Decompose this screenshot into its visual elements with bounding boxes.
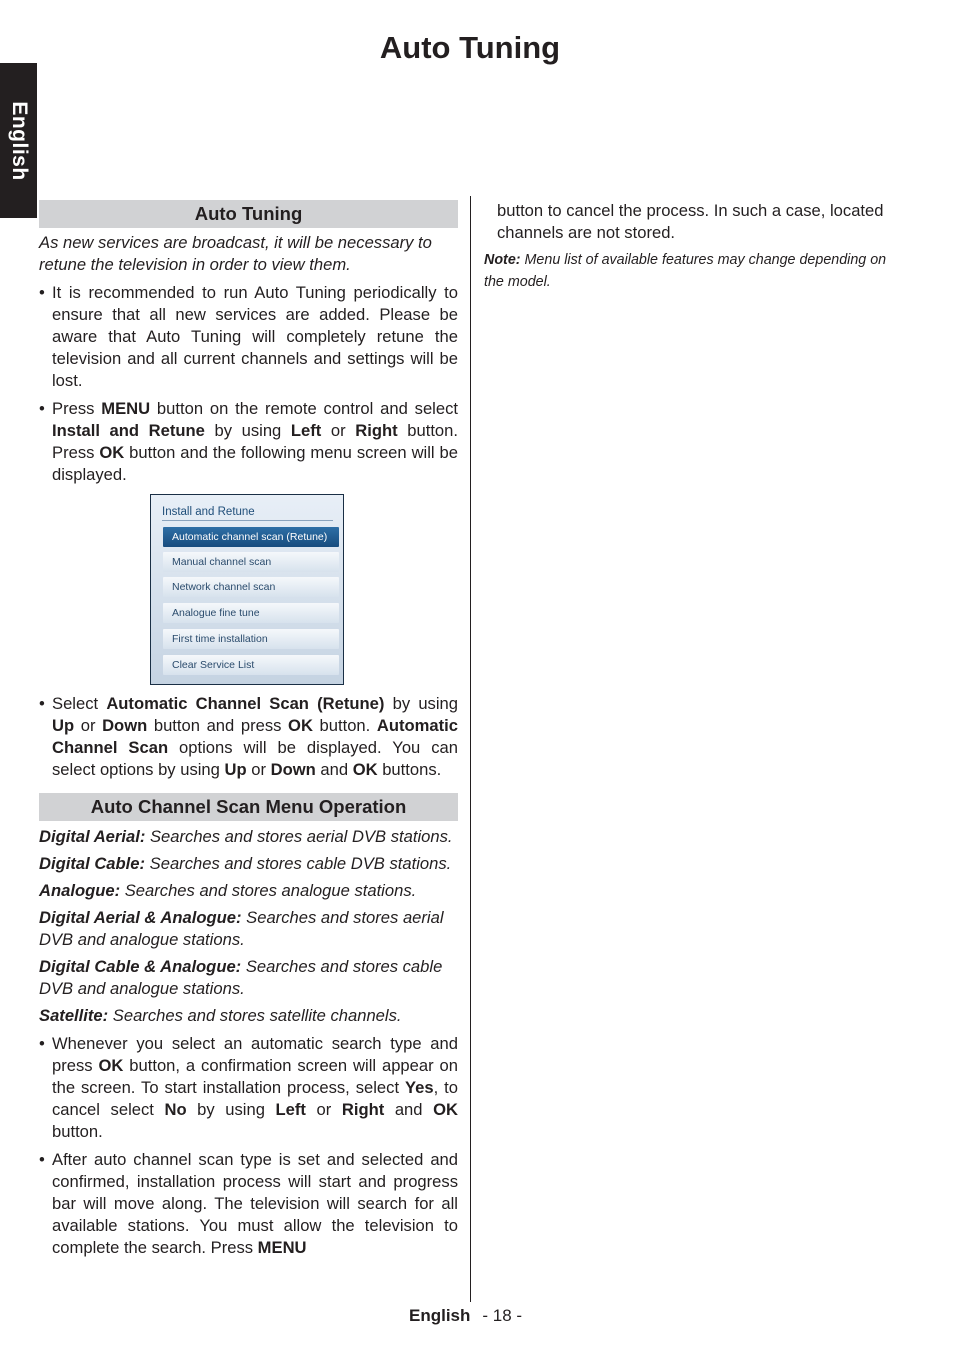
language-tab-label: English	[7, 100, 31, 181]
page-footer	[409, 1306, 522, 1326]
install-retune-menu-screenshot	[150, 494, 344, 685]
right-column	[484, 200, 904, 293]
definition-satellite: Satellite: Searches and stores satellite channels.	[39, 1006, 402, 1025]
bullet-recommendation: • It is recommended to run Auto Tuning periodically to ensure that all new services are added. Please be aware that Auto Tuning will completely retune the television and all current channels and settings will be lost.	[39, 282, 458, 392]
bullet-list-2	[39, 693, 458, 781]
bullet-progress: • After auto channel scan type is set and selected and confirmed, installation process will start and progress bar will move along. The television will search for all available stations. You must allow the television to complete the search. Press MENU	[39, 1149, 458, 1259]
intro-text: As new services are broadcast, it will be necessary to retune the television in order to view them.	[39, 233, 432, 274]
definition-digital-cable: Digital Cable: Searches and stores cable DVB stations.	[39, 854, 452, 873]
menu-item-manual-channel-scan: Manual channel scan	[163, 552, 339, 572]
definition-digital-cable-analogue: Digital Cable & Analogue: Searches and stores cable DVB and analogue stations.	[39, 957, 443, 998]
bullet-press-menu: • Press MENU button on the remote control and select Install and Retune by using Left or Right button. Press OK button and the following menu screen will be displayed.	[39, 398, 458, 486]
menu-item-automatic-channel-scan: Automatic channel scan (Retune)	[163, 527, 339, 547]
section-heading-scan-ops: Auto Channel Scan Menu Operation	[39, 793, 458, 821]
column-divider	[470, 196, 471, 1302]
language-tab	[0, 63, 37, 218]
section-heading-auto-tuning: Auto Tuning	[39, 200, 458, 228]
note: Note: Menu list of available features may change depending on the model.	[484, 252, 887, 290]
definition-digital-aerial-analogue: Digital Aerial & Analogue: Searches and stores aerial DVB and analogue stations.	[39, 908, 444, 949]
bullet-confirmation: • Whenever you select an automatic search type and press OK button, a confirmation screen will appear on the screen. To start installation process, select Yes, to cancel select No by using Left or Right and OK button.	[39, 1033, 458, 1143]
bullet-select-auto-scan: • Select Automatic Channel Scan (Retune) by using Up or Down button and press OK button. Automatic Channel Scan options will be displayed. You can select options by using Up or Down and OK buttons.	[39, 693, 458, 781]
left-column	[39, 200, 458, 1265]
menu-item-network-channel-scan: Network channel scan	[163, 577, 339, 597]
menu-item-analogue-fine-tune: Analogue fine tune	[163, 603, 339, 623]
definition-analogue: Analogue: Searches and stores analogue stations.	[39, 881, 417, 900]
continued-text: button to cancel the process. In such a case, located channels are not stored.	[497, 201, 884, 242]
menu-title: Install and Retune	[162, 506, 255, 518]
footer-language: English	[409, 1306, 471, 1325]
menu-item-clear-service-list: Clear Service List	[163, 655, 339, 675]
bullet-list-1	[39, 282, 458, 486]
page-number: - 18 -	[482, 1306, 523, 1325]
page-title: Auto Tuning	[379, 30, 561, 65]
bullet-list-3	[39, 1033, 458, 1259]
definition-digital-aerial: Digital Aerial: Searches and stores aerial DVB stations.	[39, 827, 453, 846]
menu-divider	[162, 520, 333, 521]
menu-item-first-time-installation: First time installation	[163, 629, 339, 649]
